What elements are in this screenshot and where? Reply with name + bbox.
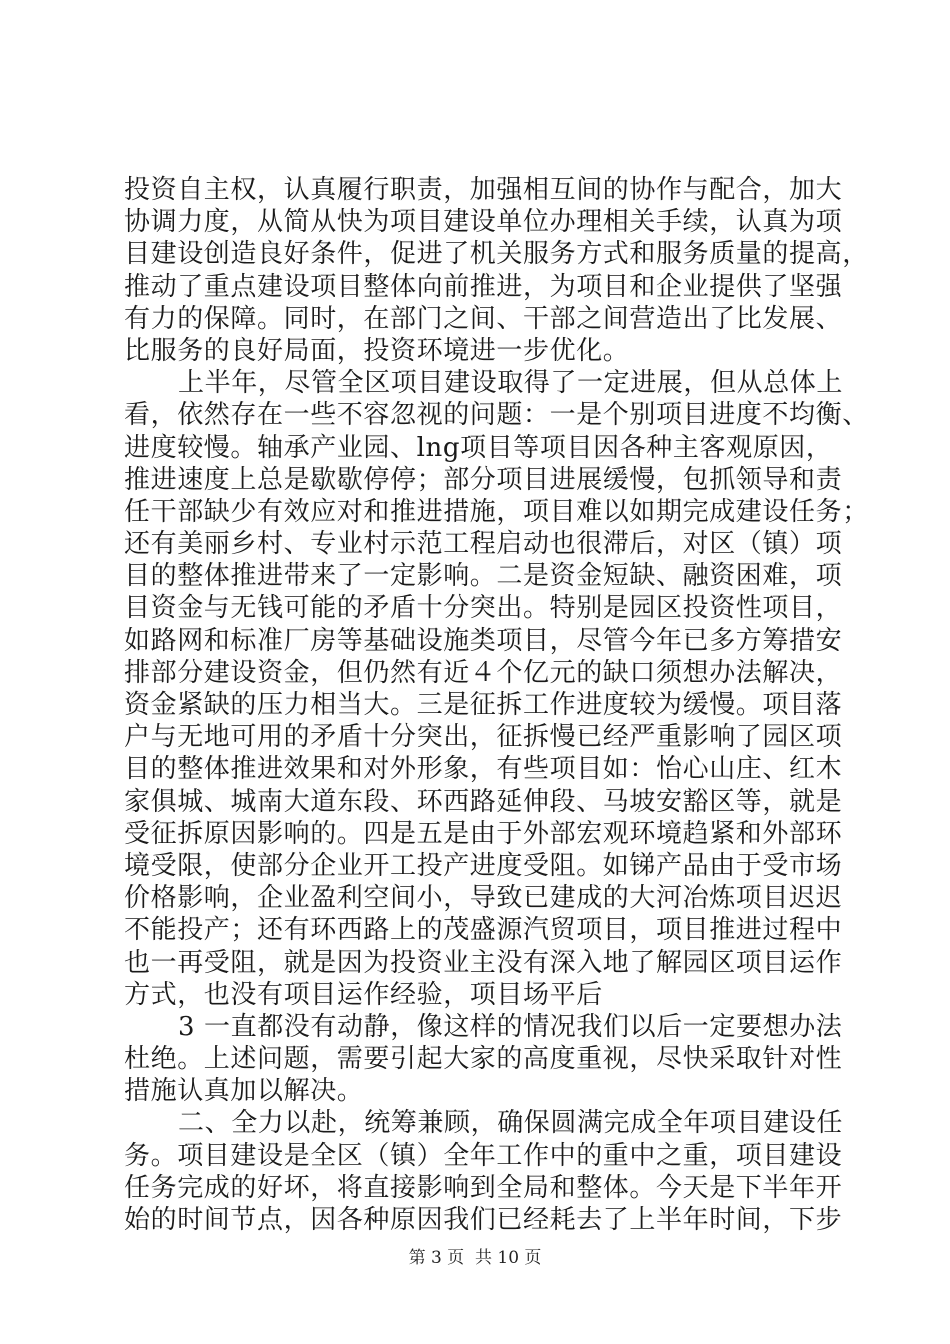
text-line: 目资金与无钱可能的矛盾十分突出。特别是园区投资性项目， <box>124 593 843 624</box>
text-line: 家俱城、城南大道东段、环西路延伸段、马坡安豁区等，就是 <box>124 786 843 817</box>
text-line: 比服务的良好局面，投资环境进一步优化。 <box>124 335 630 366</box>
paragraph-start-line: 3 一直都没有动静，像这样的情况我们以后一定要想办法 <box>178 1011 843 1042</box>
text-line: 推进速度上总是歇歇停停；部分项目进展缓慢，包抓领导和责 <box>124 464 843 495</box>
body-text <box>124 174 869 1236</box>
text-line: 有力的保障。同时，在部门之间、干部之间营造出了比发展、 <box>124 303 843 334</box>
text-line: 进度较慢。轴承产业园、lng项目等项目因各种主客观原因， <box>124 432 833 463</box>
page-number-footer: 第 3 页 共 10 页 <box>408 1248 542 1268</box>
text-line: 措施认真加以解决。 <box>124 1076 364 1107</box>
text-line: 也一再受阻，就是因为投资业主没有深入地了解园区项目运作 <box>124 947 843 978</box>
text-line: 任干部缺少有效应对和推进措施，项目难以如期完成建设任务； <box>124 496 869 527</box>
text-line: 受征拆原因影响的。四是五是由于外部宏观环境趋紧和外部环 <box>124 818 843 849</box>
text-line: 户与无地可用的矛盾十分突出，征拆慢已经严重影响了园区项 <box>124 722 843 753</box>
text-line: 始的时间节点，因各种原因我们已经耗去了上半年时间，下步 <box>124 1205 843 1235</box>
text-line: 任务完成的好坏，将直接影响到全局和整体。今天是下半年开 <box>124 1172 843 1203</box>
text-line: 不能投产；还有环西路上的茂盛源汽贸项目，项目推进过程中 <box>124 915 843 946</box>
text-line: 方式，也没有项目运作经验，项目场平后 <box>124 979 603 1010</box>
text-line: 还有美丽乡村、专业村示范工程启动也很滞后，对区（镇）项 <box>124 529 843 560</box>
text-line: 看，依然存在一些不容忽视的问题：一是个别项目进度不均衡、 <box>124 400 869 431</box>
text-line: 务。项目建设是全区（镇）全年工作中的重中之重，项目建设 <box>124 1140 843 1171</box>
text-line: 境受限，使部分企业开工投产进度受阻。如锑产品由于受市场 <box>124 850 843 881</box>
text-line: 推动了重点建设项目整体向前推进，为项目和企业提供了坚强 <box>124 271 843 302</box>
paragraph-start-line: 上半年，尽管全区项目建设取得了一定进展，但从总体上 <box>178 368 844 399</box>
text-line: 目建设创造良好条件，促进了机关服务方式和服务质量的提高， <box>124 239 869 270</box>
text-line: 目的整体推进带来了一定影响。二是资金短缺、融资困难，项 <box>124 561 843 592</box>
text-line: 杜绝。上述问题，需要引起大家的高度重视，尽快采取针对性 <box>124 1044 843 1075</box>
paragraph-start-line: 二、全力以赴，统筹兼顾，确保圆满完成全年项目建设任 <box>178 1108 844 1139</box>
text-line: 如路网和标准厂房等基础设施类项目，尽管今年已多方筹措安 <box>124 625 843 656</box>
text-line: 目的整体推进效果和对外形象，有些项目如：怡心山庄、红木 <box>124 754 843 785</box>
text-line: 投资自主权，认真履行职责，加强相互间的协作与配合，加大 <box>124 175 843 205</box>
text-line: 协调力度，从简从快为项目建设单位办理相关手续，认真为项 <box>124 207 843 238</box>
text-line: 价格影响，企业盈利空间小，导致已建成的大河冶炼项目迟迟 <box>124 883 843 914</box>
text-line: 排部分建设资金，但仍然有近４个亿元的缺口须想办法解决， <box>124 657 843 688</box>
text-line: 资金紧缺的压力相当大。三是征拆工作进度较为缓慢。项目落 <box>124 690 843 720</box>
